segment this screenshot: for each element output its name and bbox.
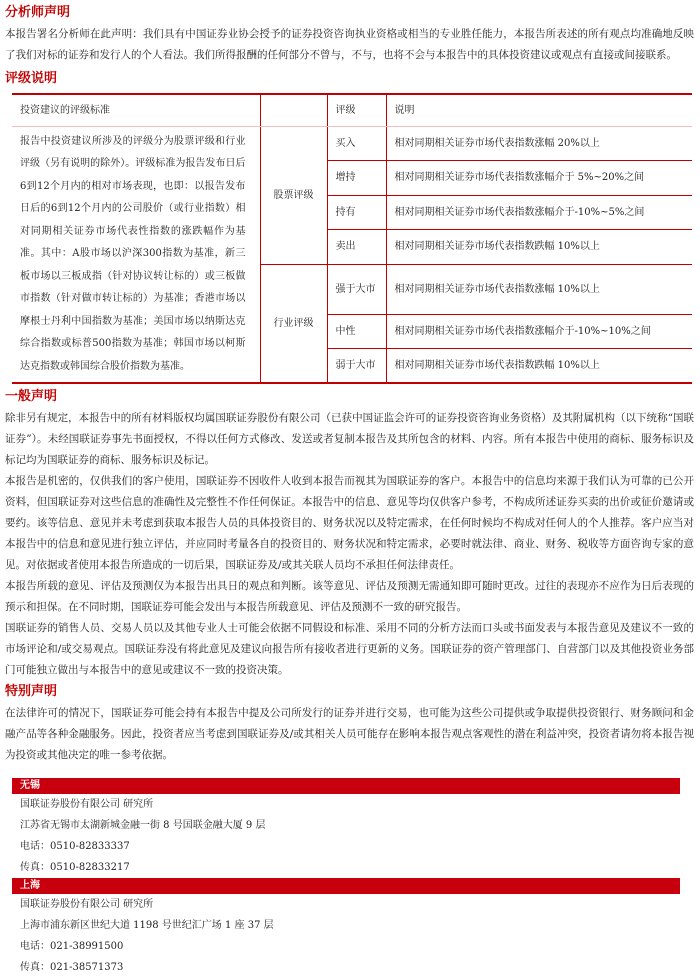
office-company: 国联证券股份有限公司 研究所: [20, 799, 154, 810]
industry-rating-label: 行业评级: [260, 264, 327, 383]
grade-desc: 相对同期相关证券市场代表指数跌幅 10%以上: [386, 349, 692, 384]
grade: 强于大市: [327, 264, 386, 314]
paragraph: 本报告署名分析师在此声明：我们具有中国证券业协会授予的证券投资咨询执业资格或相当的专业胜任能力，本报告所表述的所有观点均准确地反映了我们对标的证券和发行人的个人看法。我们所得报酬的任何部分不曾与，不与，也将不会与本报告中的具体投资建议或观点有直接或间接联系。: [5, 28, 694, 61]
grade: 买入: [327, 126, 386, 161]
header-cell: 说明: [386, 94, 692, 126]
paragraph: 本报告所载的意见、评估及预测仅为本报告出具日的观点和判断。该等意见、评估及预测无需通知即可随时更改。过往的表现亦不应作为日后表现的预示和担保。在不同时期，国联证券可能会发出与本报告所载意见、评估及预测不一致的研究报告。: [5, 580, 694, 613]
grade-desc: 相对同期相关证券市场代表指数涨幅 10%以上: [386, 264, 692, 314]
grade: 中性: [327, 314, 386, 349]
grade-desc: 相对同期相关证券市场代表指数涨幅介于 5%~20%之间: [386, 161, 692, 196]
analyst-statement: [0, 2, 700, 66]
grade: 卖出: [327, 230, 386, 265]
office-phone: 电话：021-38991500: [20, 941, 124, 952]
header-cell: 评级: [327, 94, 386, 126]
grade: 弱于大市: [327, 349, 386, 384]
office-company: 国联证券股份有限公司 研究所: [20, 899, 154, 910]
section-title: 评级说明: [5, 71, 58, 86]
grade-desc: 相对同期相关证券市场代表指数涨幅介于-10%~5%之间: [386, 195, 692, 230]
table-header-row: [12, 94, 692, 126]
office-address: 上海市浦东新区世纪大道 1198 号世纪汇广场 1 座 37 层: [20, 920, 274, 931]
rating-standard: 报告中投资建议所涉及的评级分为股票评级和行业评级（另有说明的除外）。评级标准为报告发布日后6到12个月内的相对市场表现，也即：以报告发布日后的6到12个月内的公司股价（或行业指数）相对同期相关证券市场代表性指数的涨跌幅作为基准。其中：A股市场以沪深300指数为基准，新三板市场以三板成指（针对协议转让标的）或三板做市指数（针对做市转让标的）为基准；香港市场以摩根士丹利中国指数为基准；美国市场以纳斯达克综合指数或标普500指数为基准；韩国市场以柯斯达克指数或韩国综合股价指数为基准。: [12, 126, 260, 383]
table-row: [12, 126, 692, 161]
grade-desc: 相对同期相关证券市场代表指数涨幅介于-10%~10%之间: [386, 314, 692, 349]
paragraph: 国联证券的销售人员、交易人员以及其他专业人士可能会依据不同假设和标准、采用不同的分析方法而口头或书面发表与本报告意见及建议不一致的市场评论和/或交易观点。国联证券没有将此意见及建议向报告所有接收者进行更新的义务。国联证券的资产管理部门、自营部门以及其他投资业务部门可能独立做出与本报告中的意见或建议不一致的投资决策。: [5, 622, 694, 676]
paragraph: 本报告是机密的，仅供我们的客户使用，国联证券不因收件人收到本报告而视其为国联证券的客户。本报告中的信息均来源于我们认为可靠的已公开资料，但国联证券对这些信息的准确性及完整性不作任何保证。本报告中的信息、意见等均仅供客户参考，不构成所述证券买卖的出价或征价邀请或要约。该等信息、意见并未考虑到获取本报告人员的具体投资目的、财务状况以及特定需求，在任何时候均不构成对任何人的个人推荐。客户应当对本报告中的信息和意见进行独立评估，并应同时考量各自的投资目的、财务状况和特定需求，必要时就法律、商业、财务、税收等方面咨询专家的意见。对依据或者使用本报告所造成的一切后果，国联证券及/或其关联人员均不承担任何法律责任。: [5, 475, 694, 571]
office-wuxi: [0, 794, 700, 878]
general-statement: [0, 386, 700, 681]
special-statement: [0, 681, 700, 766]
section-title: 特别声明: [5, 684, 58, 699]
stock-rating-label: 股票评级: [260, 126, 327, 264]
office-address: 江苏省无锡市太湖新城金融一街 8 号国联金融大厦 9 层: [20, 820, 266, 831]
office-header-shanghai: 上海: [12, 878, 680, 894]
section-title: 分析师声明: [5, 5, 71, 20]
office-fax: 传真：021-38571373: [20, 962, 124, 973]
rating-table: [12, 93, 692, 384]
grade: 增持: [327, 161, 386, 196]
office-list: [0, 778, 700, 978]
header-cell: 投资建议的评级标准: [12, 94, 260, 126]
office-fax: 传真：0510-82833217: [20, 862, 130, 873]
office-shanghai: [0, 894, 700, 978]
paragraph: 除非另有规定，本报告中的所有材料版权均属国联证券股份有限公司（已获中国证监会许可的证券投资咨询业务资格）及其附属机构（以下统称“国联证券”）。未经国联证券事先书面授权，不得以任何方式修改、发送或者复制本报告及其所包含的材料、内容。所有本报告中使用的商标、服务标识及标记均为国联证券的商标、服务标识及标记。: [5, 412, 694, 466]
header-cell: [260, 94, 327, 126]
grade-desc: 相对同期相关证券市场代表指数跌幅 10%以上: [386, 230, 692, 265]
paragraph: 在法律许可的情况下，国联证券可能会持有本报告中提及公司所发行的证券并进行交易，也可能为这些公司提供或争取提供投资银行、财务顾问和金融产品等各种金融服务。因此，投资者应当考虑到国联证券及/或其相关人员可能存在影响本报告观点客观性的潜在利益冲突，投资者请勿将本报告视为投资或其他决定的唯一参考依据。: [5, 707, 694, 761]
section-title: 一般声明: [5, 389, 58, 404]
office-phone: 电话：0510-82833337: [20, 841, 130, 852]
office-header-wuxi: 无锡: [12, 778, 680, 794]
grade: 持有: [327, 195, 386, 230]
grade-desc: 相对同期相关证券市场代表指数涨幅 20%以上: [386, 126, 692, 161]
